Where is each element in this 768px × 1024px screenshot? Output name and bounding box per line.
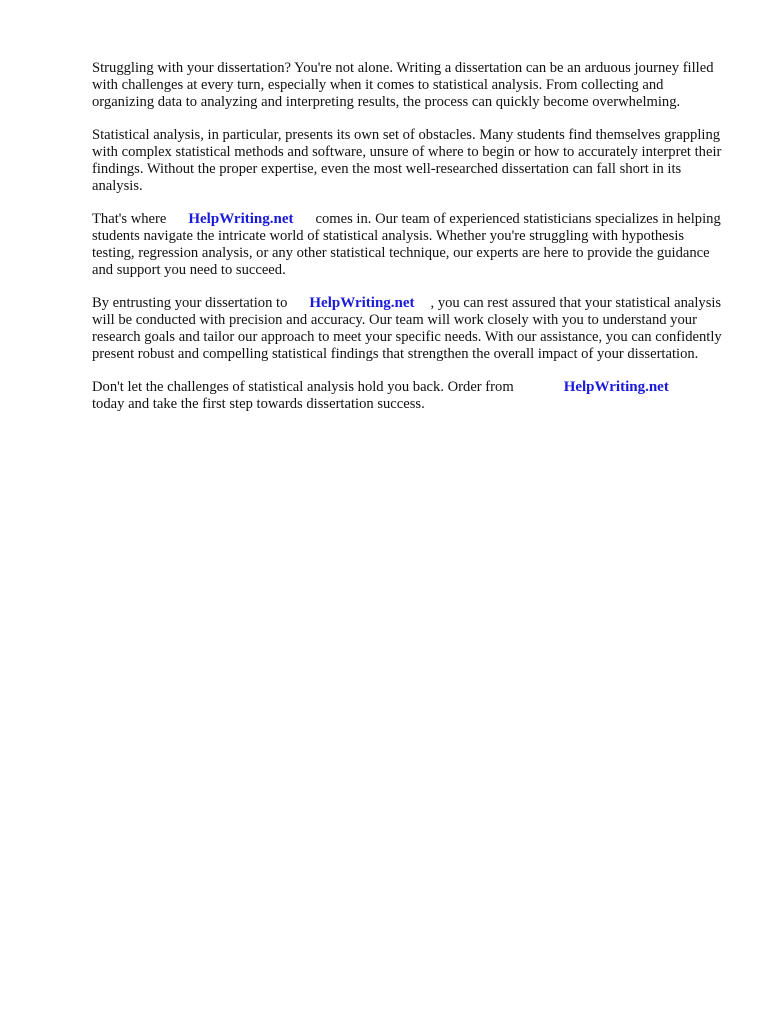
helpwriting-link[interactable]: HelpWriting.net bbox=[563, 379, 669, 395]
document-body bbox=[92, 60, 724, 429]
paragraph-text: today and take the first step towards dissertation success. bbox=[92, 396, 425, 412]
paragraph-statistical-obstacles: Statistical analysis, in particular, presents its own set of obstacles. Many students find themselves grappling with complex statistical methods and software, unsure of where to begin or how to accurately interpret their findings. Without the proper expertise, even the most well-researched dissertation can fall short in its analysis. bbox=[92, 127, 722, 194]
paragraph-text: By entrusting your dissertation to bbox=[92, 295, 288, 311]
paragraph-text: , you can rest assured that your statistical analysis will be conducted with precision and accuracy. Our team will work closely with you to understand your research goals and tailor our approach to meet your specific needs. With our assistance, you can confidently present robust and compelling statistical findings that strengthen the overall impact of your dissertation. bbox=[92, 295, 722, 362]
paragraph-entrusting bbox=[92, 295, 724, 363]
paragraph-thats-where bbox=[92, 211, 724, 279]
helpwriting-link[interactable]: HelpWriting.net bbox=[188, 211, 294, 227]
paragraph-intro: Struggling with your dissertation? You're not alone. Writing a dissertation can be an arduous journey filled with challenges at every turn, especially when it comes to statistical analysis. From collecting and organizing data to analyzing and interpreting results, the process can quickly become overwhelming. bbox=[92, 60, 714, 110]
paragraph-text: Don't let the challenges of statistical analysis hold you back. Order from bbox=[92, 379, 514, 395]
paragraph-text: comes in. Our team of experienced statisticians specializes in helping students navigate the intricate world of statistical analysis. Whether you're struggling with hypothesis testing, regression analysis, or any other statistical technique, our experts are here to provide the guidance and support you need to succeed. bbox=[92, 211, 721, 278]
paragraph-order-now bbox=[92, 379, 724, 413]
paragraph-text: That's where bbox=[92, 211, 167, 227]
helpwriting-link[interactable]: HelpWriting.net bbox=[309, 295, 415, 311]
